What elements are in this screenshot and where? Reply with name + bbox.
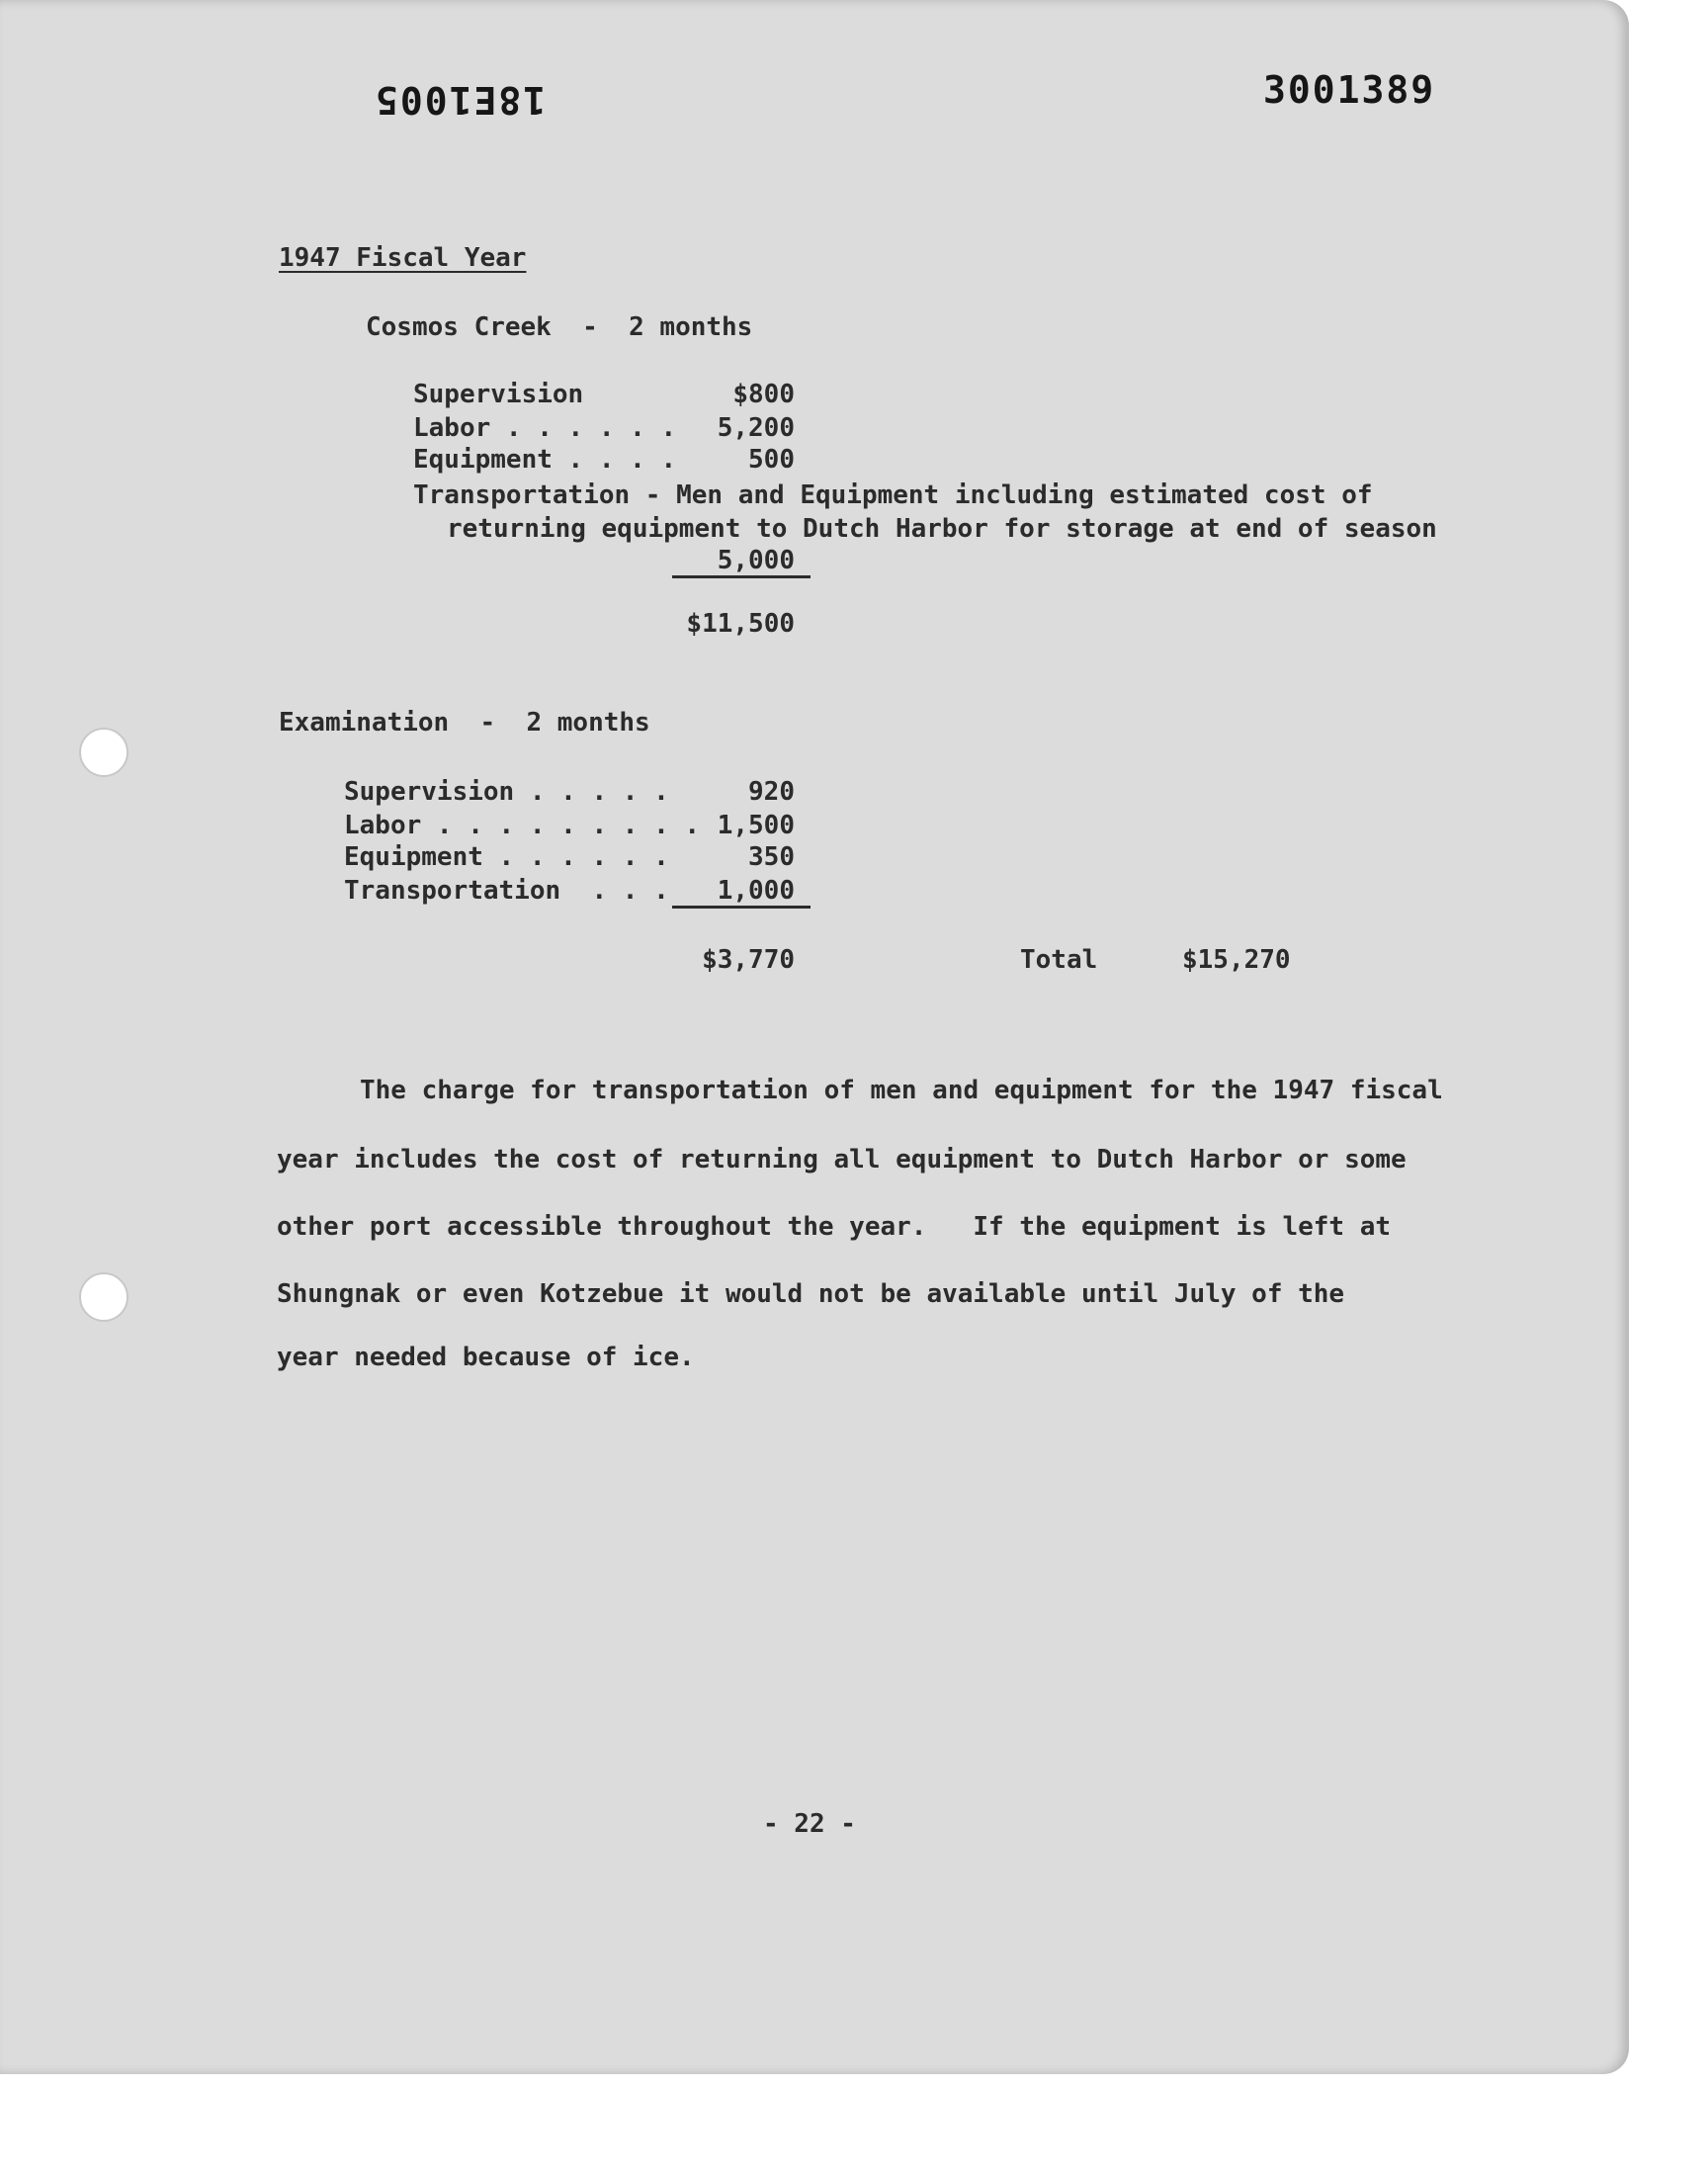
paragraph-line-3: other port accessible throughout the year. If the equipment is left at	[277, 1212, 1392, 1242]
paragraph-line-5: year needed because of ice.	[277, 1343, 695, 1372]
cosmos-supervision-value: $800	[732, 380, 795, 409]
exam-labor-value: 1,500	[717, 811, 795, 840]
cosmos-creek-heading: Cosmos Creek - 2 months	[366, 312, 753, 342]
cosmos-transport-line2: returning equipment to Dutch Harbor for storage at end of season	[447, 514, 1437, 544]
cosmos-supervision-label: Supervision	[413, 380, 584, 409]
exam-subtotal: $3,770	[702, 945, 795, 975]
grand-total-label: Total	[1020, 945, 1098, 975]
cosmos-equipment-value: 500	[748, 445, 795, 475]
exam-supervision-value: 920	[748, 777, 795, 807]
page-number: - 22 -	[763, 1809, 856, 1839]
cosmos-transport-line1: Transportation - Men and Equipment including estimated cost of	[413, 480, 1373, 510]
paragraph-line-4: Shungnak or even Kotzebue it would not be available until July of the	[277, 1279, 1345, 1309]
exam-transport-value: 1,000	[717, 876, 795, 906]
exam-labor-label: Labor . . . . . . . . .	[344, 811, 701, 840]
cosmos-labor-label: Labor . . . . . .	[413, 413, 677, 443]
cosmos-subtotal: $11,500	[686, 609, 795, 639]
grand-total-value: $15,270	[1182, 945, 1291, 975]
exam-subtotal-rule	[672, 906, 811, 909]
cosmos-equipment-label: Equipment . . . .	[413, 445, 677, 475]
exam-transport-label: Transportation . . .	[344, 876, 669, 906]
exam-supervision-label: Supervision . . . . .	[344, 777, 669, 807]
punch-hole-top	[79, 728, 128, 777]
fiscal-year-heading: 1947 Fiscal Year	[279, 243, 527, 273]
examination-heading: Examination - 2 months	[279, 708, 650, 738]
paragraph-line-1: The charge for transportation of men and equipment for the 1947 fiscal	[360, 1076, 1443, 1105]
cosmos-labor-value: 5,200	[717, 413, 795, 443]
exam-equipment-value: 350	[748, 842, 795, 872]
stamp-number-left: 18E1005	[374, 78, 547, 122]
paragraph-line-2: year includes the cost of returning all equipment to Dutch Harbor or some	[277, 1145, 1407, 1174]
punch-hole-bottom	[79, 1272, 128, 1322]
cosmos-subtotal-rule	[672, 575, 811, 578]
exam-equipment-label: Equipment . . . . . .	[344, 842, 669, 872]
stamp-number-right: 3001389	[1263, 68, 1436, 112]
cosmos-transport-value: 5,000	[717, 546, 795, 575]
